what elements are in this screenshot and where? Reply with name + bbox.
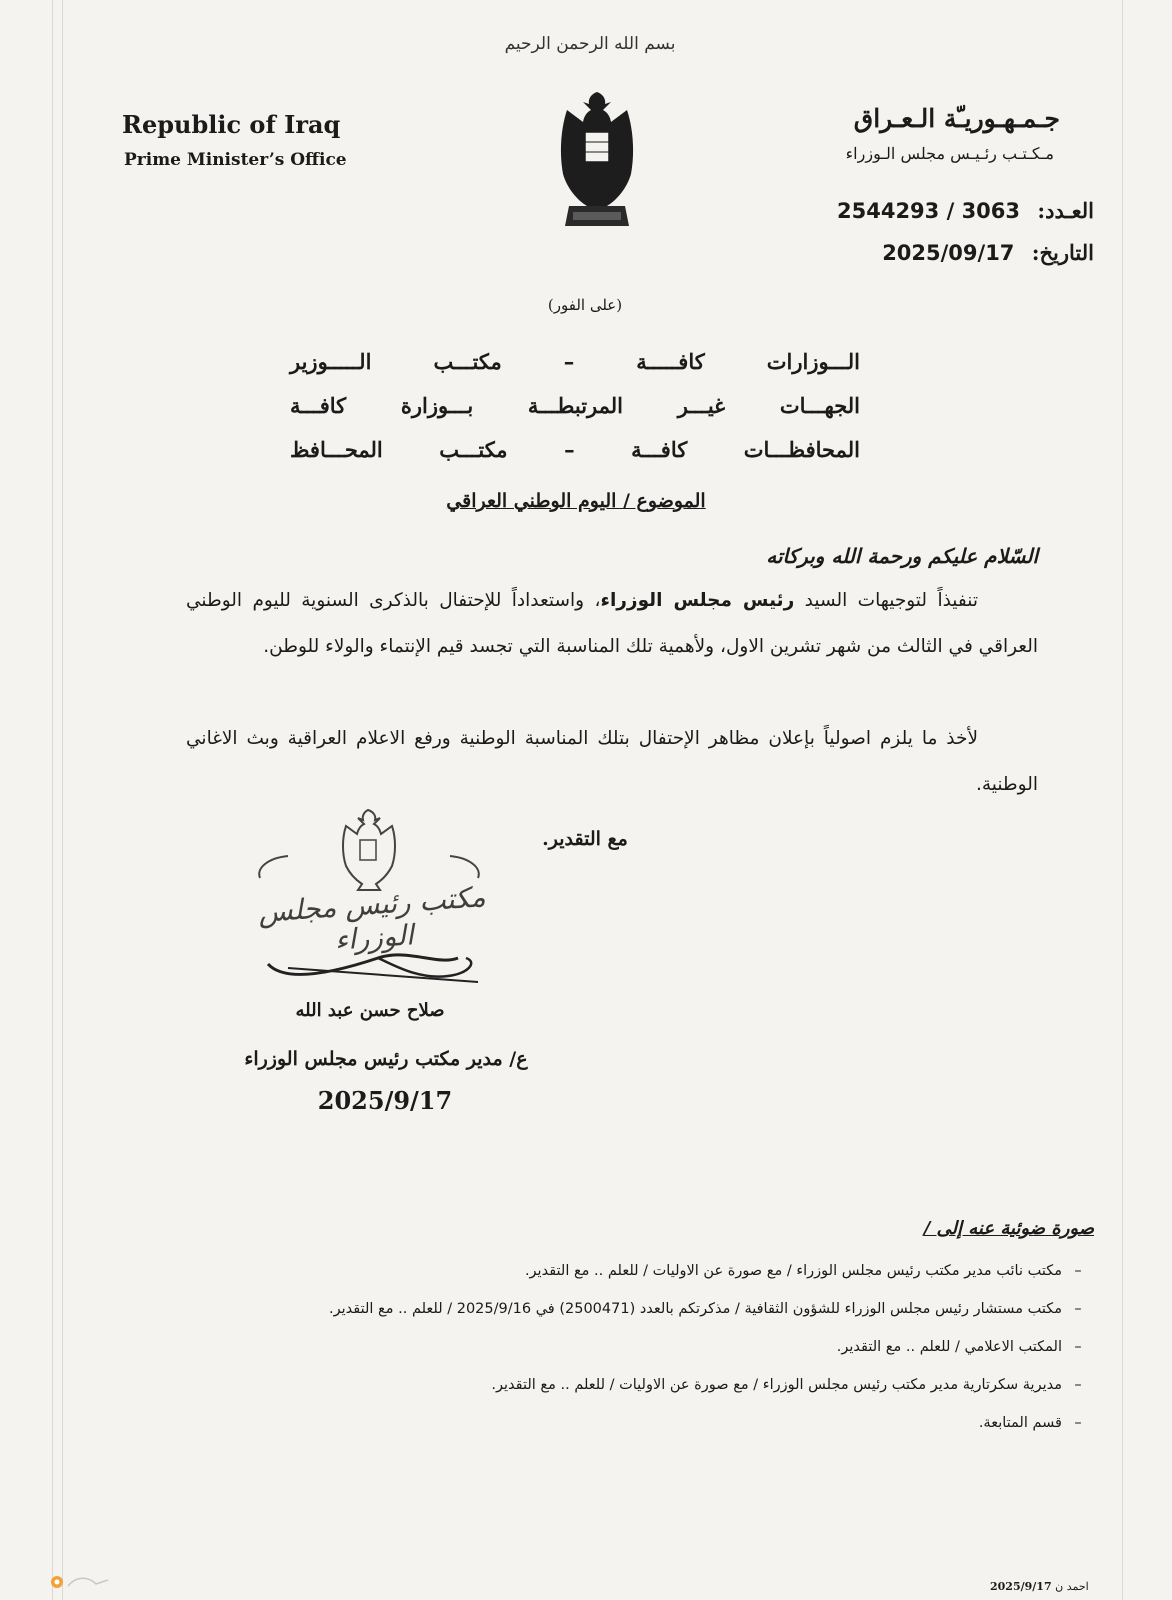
signer-title: ع/ مدير مكتب رئيس مجلس الوزراء [244, 1048, 528, 1070]
footer-note [990, 1580, 1114, 1593]
country-name-en: Republic of Iraq [122, 110, 341, 139]
list-dash: – [1074, 1263, 1082, 1279]
number-value: 2544293 / 3063 [837, 199, 1021, 223]
copies-title: صورة ضوئية عنه إلى / [923, 1218, 1094, 1239]
body-paragraph-1 [186, 578, 1038, 670]
date-value: 2025/09/17 [882, 241, 1015, 265]
country-name-ar: جـمـهـوريـّة الـعـراق [853, 104, 1060, 133]
stamp-text: مكتب رئيس مجلس الوزراء [257, 880, 487, 957]
list-dash: – [1074, 1301, 1082, 1317]
signature-date: 2025/9/17 [317, 1086, 453, 1115]
copies-list [174, 1252, 1094, 1442]
list-item [174, 1328, 1094, 1366]
office-name-en: Prime Minister’s Office [124, 150, 347, 170]
recipient-line: المحافظـــات كافـــة – مكتـــب المحـــافظ [290, 437, 860, 462]
list-item-text: المكتب الاعلامي / للعلم .. مع التقدير. [836, 1339, 1062, 1355]
recipient-line: الجهـــات غيـــر المرتبطـــة بـــوزارة كافـــة [290, 393, 860, 418]
list-dash: – [1074, 1339, 1082, 1355]
fold-line [1122, 0, 1123, 1600]
fold-line [62, 0, 63, 1600]
reference-number [764, 198, 1094, 223]
body-text: تنفيذاً لتوجيهات السيد [794, 590, 978, 611]
list-item-text: قسم المتابعة. [978, 1415, 1062, 1431]
list-dash: – [1074, 1377, 1082, 1393]
body-paragraph-2: لأخذ ما يلزم اصولياً بإعلان مظاهر الإحتفال بتلك المناسبة الوطنية ورفع الاعلام العراقية وبث الاغاني الوطنية. [186, 728, 1038, 795]
recipient-line: الـــوزارات كافـــــة – مكتـــب الـــــوزير [290, 349, 860, 374]
list-item [174, 1366, 1094, 1404]
list-item-text: مكتب نائب مدير مكتب رئيس مجلس الوزراء / مع صورة عن الاوليات / للعلم .. مع التقدير. [524, 1263, 1062, 1279]
list-item [174, 1404, 1094, 1442]
list-item-text: مديرية سكرتارية مدير مكتب رئيس مجلس الوزراء / مع صورة عن الاوليات / للعلم .. مع التقدير. [491, 1377, 1062, 1393]
list-item [174, 1290, 1094, 1328]
iraq-eagle-emblem-icon [547, 88, 647, 233]
greeting: السّلام عليكم ورحمة الله وبركاته [766, 544, 1038, 568]
footer-author: احمد ن [1055, 1580, 1089, 1593]
fold-line [52, 0, 53, 1600]
list-dash: – [1074, 1415, 1082, 1431]
recipients-block [290, 340, 860, 472]
urgency-note: (على الفور) [547, 296, 623, 314]
footer-date: 2025/9/17 [990, 1580, 1052, 1593]
iraq-eagle-stamp-icon [343, 810, 395, 890]
orange-circle-logo-icon [48, 1568, 114, 1594]
list-item [174, 1252, 1094, 1290]
office-name-ar: مـكـتـب رئـيـس مجلس الـوزراء [845, 144, 1054, 163]
number-label: العـدد: [1037, 198, 1094, 223]
document-date [764, 240, 1094, 265]
closing-line: مع التقدير. [542, 828, 628, 850]
subject-line: الموضوع / اليوم الوطني العراقي [446, 490, 706, 512]
body-text-bold: رئيس مجلس الوزراء [600, 590, 795, 611]
date-label: التاريخ: [1031, 240, 1094, 265]
basmala: بسم الله الرحمن الرحيم [504, 34, 676, 54]
body-text: ، واستعداداً للإحتفال بالذكرى السنوية لليوم الوطني العراقي في الثالث من شهر تشرين الاول، ولأهمية تلك المناسبة التي تجسد قيم الإنتماء والولاء للوطن. [186, 590, 1038, 657]
signer-name: صلاح حسن عبد الله [295, 1000, 445, 1021]
list-item-text: مكتب مستشار رئيس مجلس الوزراء للشؤون الثقافية / مذكرتكم بالعدد (2500471) في 2025/9/16 / للعلم .. مع التقدير. [329, 1301, 1062, 1317]
